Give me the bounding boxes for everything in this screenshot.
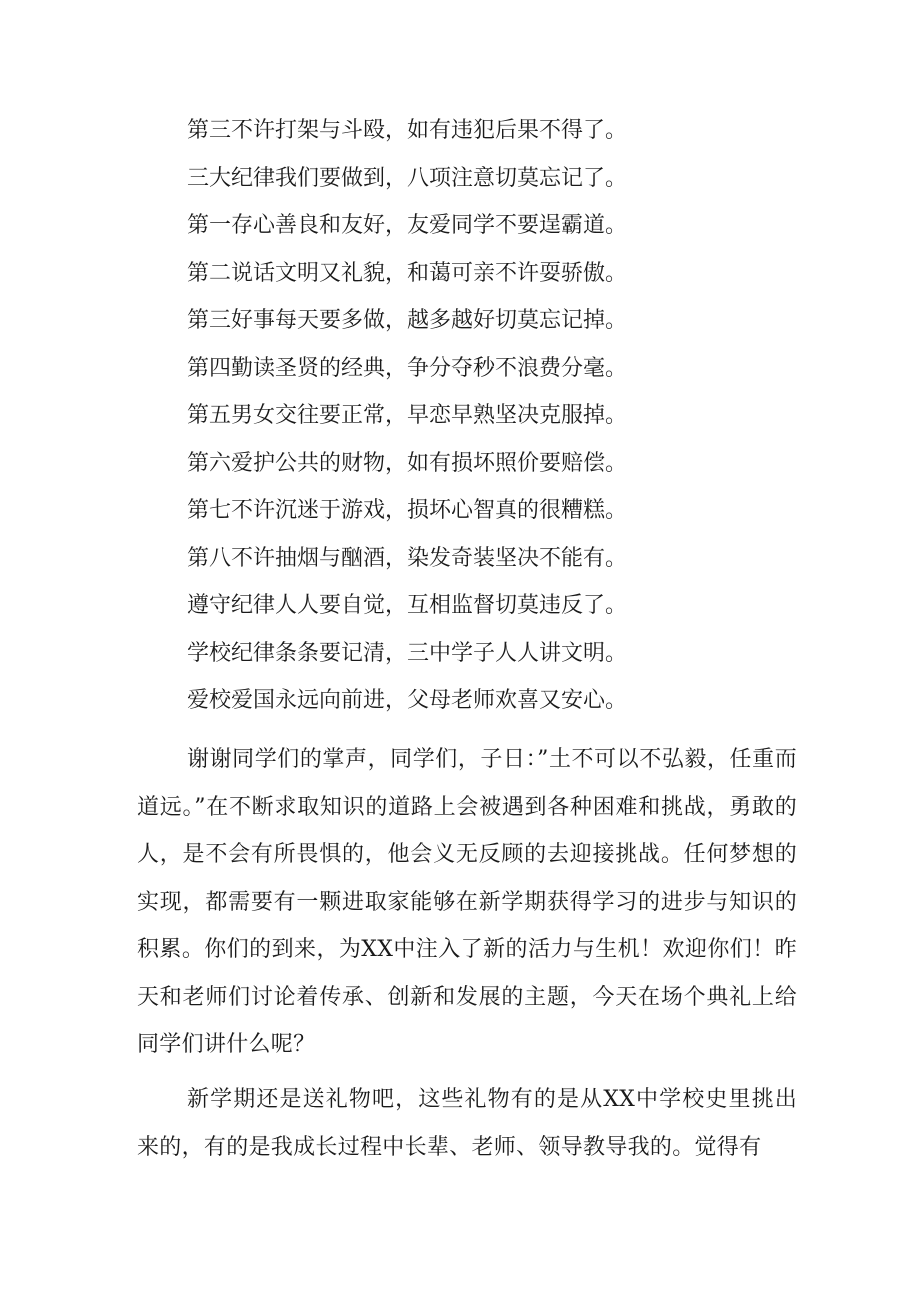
- verse-line: 第八不许抽烟与酗酒，染发奇装坚决不能有。: [187, 545, 628, 571]
- verse-line: 第一存心善良和友好，友爱同学不要逞霸道。: [187, 213, 628, 238]
- verse-line: 学校纪律条条要记清，三中学子人人讲文明。: [187, 640, 628, 666]
- verse-line: 第六爱护公共的财物，如有损坏照价要赔偿。: [187, 450, 628, 476]
- verse-line: 第三不许打架与斗殴，如有违犯后果不得了。: [187, 118, 628, 143]
- body-paragraph: 新学期还是送礼物吧，这些礼物有的是从XX中学校史里挑出来的，有的是我成长过程中长辈、老师、领导教导我的。觉得有: [137, 1087, 797, 1160]
- verse-line: 第三好事每天要多做，越多越好切莫忘记掉。: [187, 308, 628, 333]
- verse-line: 第七不许沉迷于游戏，损坏心智真的很糟糕。: [187, 498, 628, 523]
- verse-line: 三大纪律我们要做到，八项注意切莫忘记了。: [187, 165, 628, 191]
- verse-line: 第四勤读圣贤的经典，争分夺秒不浪费分毫。: [187, 355, 628, 381]
- body-paragraph: 谢谢同学们的掌声，同学们，子日：”土不可以不弘毅，任重而道远。”在不断求取知识的道路上会被遇到各种困难和挑战，勇敢的人，是不会有所畏惧的，他会义无反顾的去迎接挑战。任何梦想的实现，都需要有一颗进取家能够在新学期获得学习的进步与知识的积累。你们的到来，为XX中注入了新的活力与生机！欢迎你们！昨天和老师们讨论着传承、创新和发展的主题，今天在场个典礼上给同学们讲什么呢？: [137, 747, 797, 1057]
- verse-line: 第五男女交往要正常，早恋早熟坚决克服掉。: [187, 403, 628, 428]
- verse-line: 爱校爱国永远向前进，父母老师欢喜又安心。: [187, 688, 628, 713]
- verse-line: 第二说话文明又礼貌，和蔼可亲不许耍骄傲。: [187, 260, 628, 286]
- verse-list: [187, 107, 627, 725]
- verse-line: 遵守纪律人人要自觉，互相监督切莫违反了。: [187, 593, 628, 618]
